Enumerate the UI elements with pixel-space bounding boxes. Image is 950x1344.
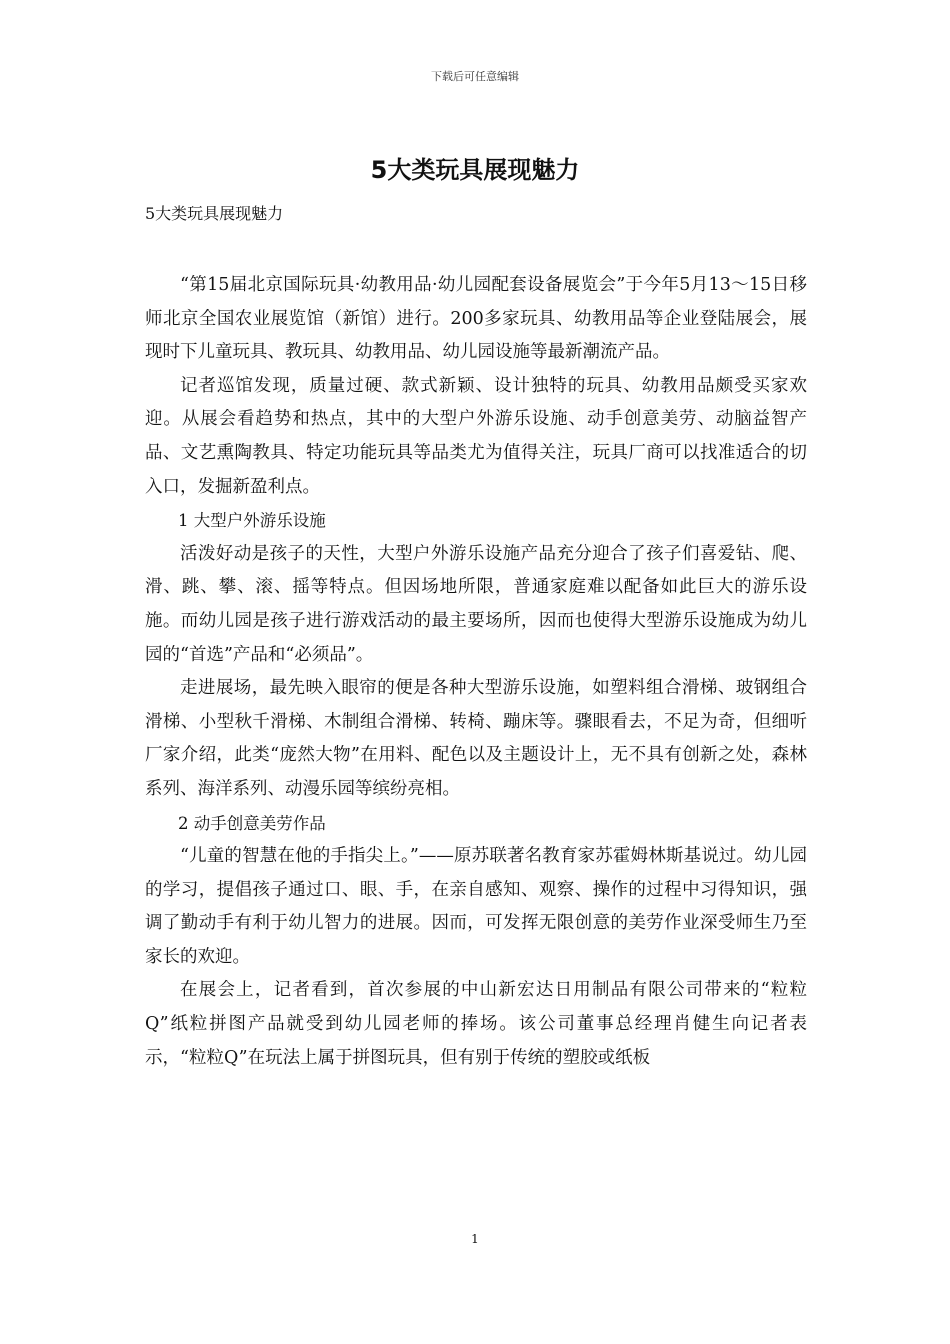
document-title: 5大类玩具展现魅力 [370,156,580,184]
page-header: 下载后可任意编辑 [431,70,519,83]
paragraph-intro: “第15届北京国际玩具·幼教用品·幼儿园配套设备展览会”于今年5月13～15日移师北京全国农业展览馆（新馆）进行。200多家玩具、幼教用品等企业登陆展会，展现时下儿童玩具、教玩具、幼教用品、幼儿园设施等最新潮流产品。 [145,275,807,363]
paragraph-craft-1: “儿童的智慧在他的手指尖上。”——原苏联著名教育家苏霍姆林斯基说过。幼儿园的学习，提倡孩子通过口、眼、手，在亲自感知、观察、操作的过程中习得知识，强调了勤动手有利于幼儿智力的进展。因而，可发挥无限创意的美劳作业深受师生乃至家长的欢迎。 [145,846,807,967]
paragraph-outdoor-1: 活泼好动是孩子的天性，大型户外游乐设施产品充分迎合了孩子们喜爱钻、爬、滑、跳、攀、滚、摇等特点。但因场地所限，普通家庭难以配备如此巨大的游乐设施。而幼儿园是孩子进行游戏活动的最主要场所，因而也使得大型游乐设施成为幼儿园的“首选”产品和“必须品”。 [145,543,807,665]
page-number: 1 [471,1232,479,1246]
document-body [145,269,807,1075]
document-subtitle: 5大类玩具展现魅力 [145,204,284,223]
paragraph-craft-2: 在展会上，记者看到，首次参展的中山新宏达日用制品有限公司带来的“粒粒Q”纸粒拼图产品就受到幼儿园老师的捧场。该公司董事总经理肖健生向记者表示，“粒粒Q”在玩法上属于拼图玩具，但有别于传统的塑胶或纸板 [145,980,807,1068]
paragraph-outdoor-2: 走进展场，最先映入眼帘的便是各种大型游乐设施，如塑料组合滑梯、玻钢组合滑梯、小型秋千滑梯、木制组合滑梯、转椅、蹦床等。骤眼看去，不足为奇，但细听厂家介绍，此类“庞然大物”在用料、配色以及主题设计上，无不具有创新之处，森林系列、海洋系列、动漫乐园等缤纷亮相。 [145,678,807,799]
paragraph-trends: 记者巡馆发现，质量过硬、款式新颖、设计独特的玩具、幼教用品颇受买家欢迎。从展会看趋势和热点，其中的大型户外游乐设施、动手创意美劳、动脑益智产品、文艺熏陶教具、特定功能玩具等品类尤为值得关注，玩具厂商可以找准适合的切入口，发掘新盈利点。 [145,375,807,497]
section-heading-1: 1 大型户外游乐设施 [178,511,326,531]
section-heading-2: 2 动手创意美劳作品 [178,813,326,833]
